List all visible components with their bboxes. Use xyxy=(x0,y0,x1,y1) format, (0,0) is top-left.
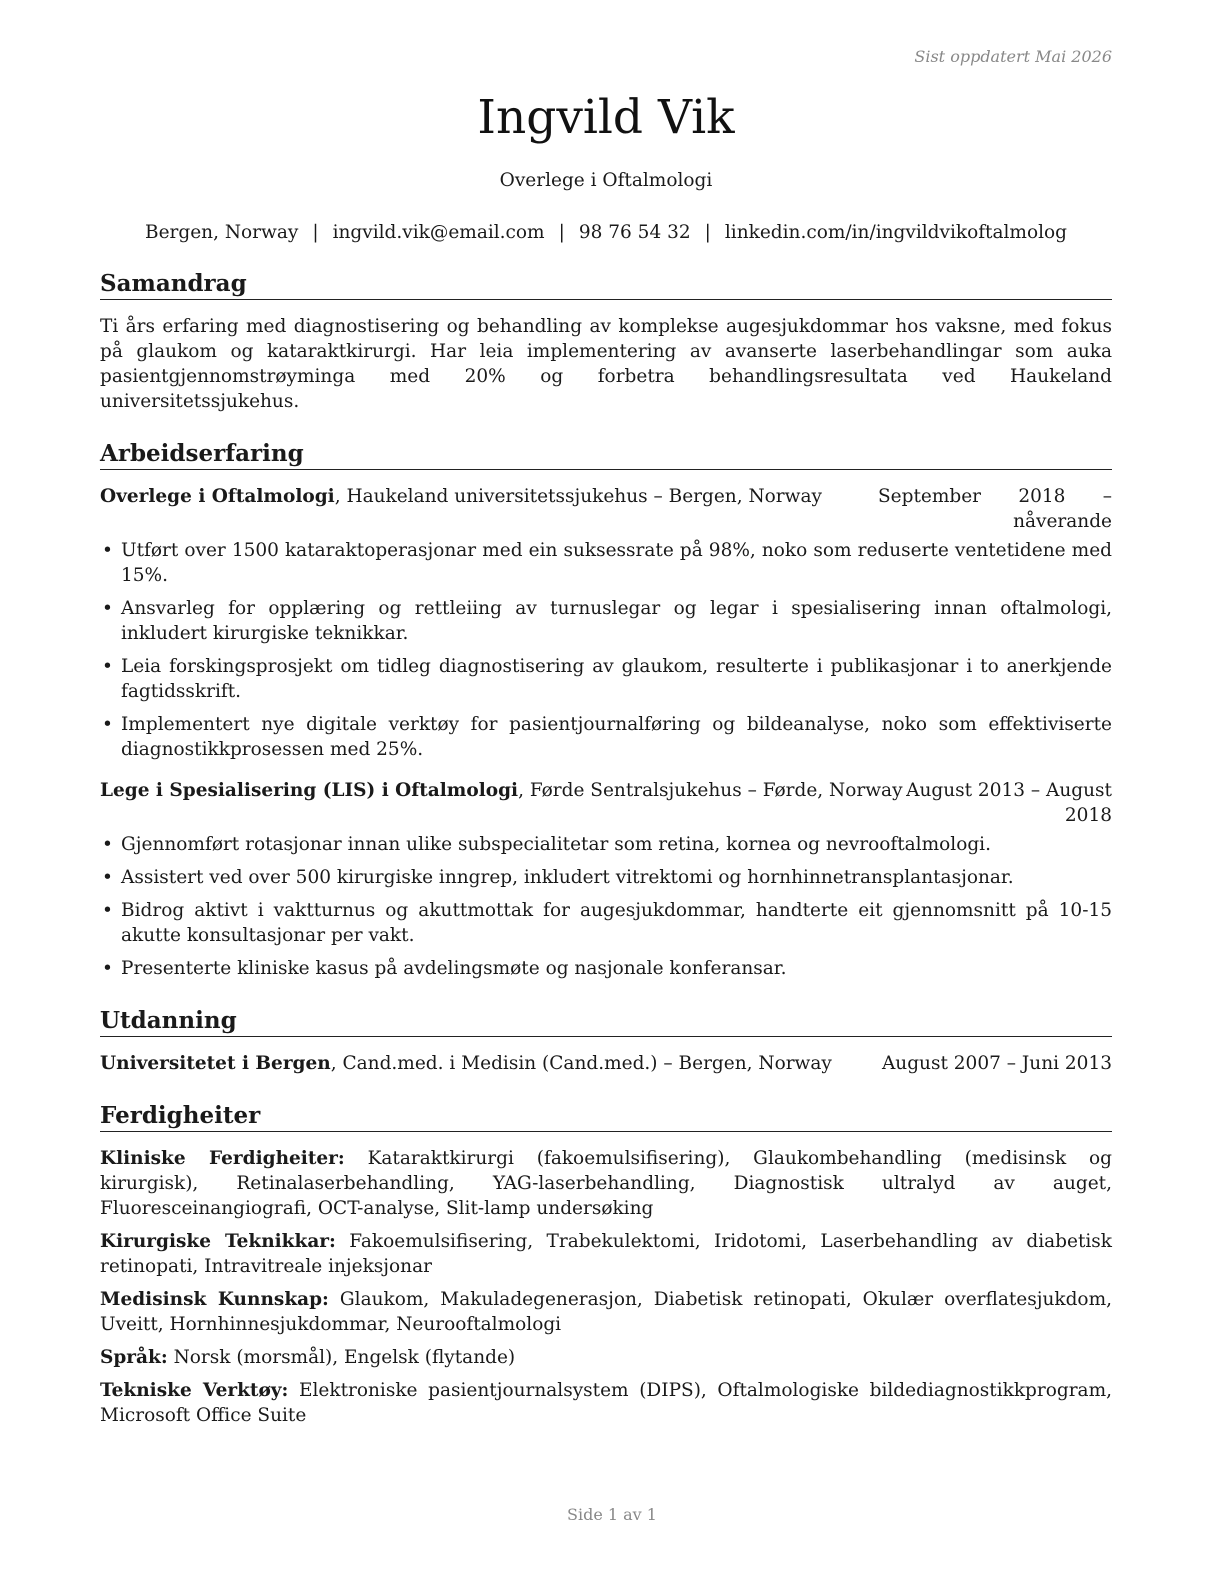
experience-entry-header xyxy=(100,484,1112,534)
skill-text: Kataraktkirurgi (fakoemulsifisering), Glaukombehandling (medisinsk og kirurgisk), Retinalaserbehandling, YAG-laserbehandling, Diagnostisk ultralyd av auget, Fluoresceinangiografi, OCT-analyse, Slit-lamp undersøking xyxy=(100,1148,1112,1219)
contact-linkedin[interactable]: linkedin.com/in/ingvildvikoftalmolog xyxy=(724,222,1068,243)
job-title-line xyxy=(100,778,903,828)
skill-row xyxy=(100,1345,1112,1370)
job-organization: , Haukeland universitetssjukehus – Bergen, Norway xyxy=(334,486,822,507)
experience-entry xyxy=(100,778,1112,981)
skill-row xyxy=(100,1229,1112,1279)
job-role: Lege i Spesialisering (LIS) i Oftalmologi xyxy=(100,780,519,801)
job-bullet: • Bidrog aktivt i vaktturnus og akuttmottak for augesjukdommar, handterte eit gjennomsnitt på 10-15 akutte konsultasjonar per vakt. xyxy=(100,898,1112,948)
job-bullet: • Assistert ved over 500 kirurgiske inngrep, inkludert vitrektomi og hornhinnetransplantasjonar. xyxy=(100,865,1112,890)
skill-text: Fakoemulsifisering, Trabekulektomi, Iridotomi, Laserbehandling av diabetisk retinopati, Intravitreale injeksjonar xyxy=(100,1231,1113,1277)
job-bullet: • Ansvarleg for opplæring og rettleiing av turnuslegar og legar i spesialisering innan oftalmologi, inkludert kirurgiske teknikkar. xyxy=(100,596,1112,646)
education-degree: , Cand.med. i Medisin (Cand.med.) – Bergen, Norway xyxy=(330,1053,832,1074)
job-dates: August 2013 – August 2018 xyxy=(906,780,1112,826)
candidate-name: Ingvild Vik xyxy=(477,90,735,145)
contact-phone: 98 76 54 32 xyxy=(578,222,691,243)
education-dates: August 2007 – Juni 2013 xyxy=(881,1053,1112,1074)
skill-label: Kliniske Ferdigheiter: xyxy=(100,1148,345,1169)
job-bullet: • Presenterte kliniske kasus på avdelingsmøte og nasjonale konferansar. xyxy=(100,956,1112,981)
skill-row xyxy=(100,1287,1112,1337)
contact-line xyxy=(100,220,1112,245)
skill-label: Kirurgiske Teknikkar: xyxy=(100,1231,336,1252)
contact-location: Bergen, Norway xyxy=(144,222,299,243)
last-updated-note: Sist oppdatert Mai 2026 xyxy=(914,47,1112,66)
skill-label: Tekniske Verktøy: xyxy=(100,1380,289,1401)
skill-row xyxy=(100,1378,1112,1428)
section-heading-education: Utdanning xyxy=(100,1007,1112,1037)
job-bullet: • Utført over 1500 kataraktoperasjonar med ein suksessrate på 98%, noko som reduserte ventetidene med 15%. xyxy=(100,538,1112,588)
skill-text: Norsk (morsmål), Engelsk (flytande) xyxy=(167,1347,516,1368)
education-school: Universitetet i Bergen xyxy=(100,1053,331,1074)
job-bullet: • Gjennomført rotasjonar innan ulike subspecialitetar som retina, kornea og nevrooftalmologi. xyxy=(100,832,1112,857)
job-bullet: • Leia forskingsprosjekt om tidleg diagnostisering av glaukom, resulterte i publikasjonar i to anerkjende fagtidsskrift. xyxy=(100,654,1112,704)
contact-separator: | xyxy=(558,222,565,243)
experience-entry xyxy=(100,484,1112,762)
skill-label: Medisinsk Kunnskap: xyxy=(100,1289,329,1310)
section-heading-skills: Ferdigheiter xyxy=(100,1102,1112,1132)
education-line xyxy=(100,1051,832,1076)
candidate-title: Overlege i Oftalmologi xyxy=(499,170,713,191)
experience-entry-header xyxy=(100,778,1112,828)
summary-text: Ti års erfaring med diagnostisering og behandling av komplekse augesjukdommar hos vaksne, med fokus på glaukom og kataraktkirurgi. Har leia implementering av avanserte laserbehandlingar som auka pasientgjennomstrøyminga med 20% og forbetra behandlingsresultata ved Haukeland universitetssjukehus. xyxy=(100,316,1112,412)
education-entry xyxy=(100,1051,1112,1076)
contact-separator: | xyxy=(312,222,319,243)
job-role: Overlege i Oftalmologi xyxy=(100,486,335,507)
contact-separator: | xyxy=(704,222,711,243)
skill-text: Elektroniske pasientjournalsystem (DIPS), Oftalmologiske bildediagnostikkprogram, Microsoft Office Suite xyxy=(100,1380,1112,1426)
section-heading-experience: Arbeidserfaring xyxy=(100,440,1112,470)
page-number-footer: Side 1 av 1 xyxy=(567,1505,657,1524)
skill-text: Glaukom, Makuladegenerasjon, Diabetisk retinopati, Okulær overflatesjukdom, Uveitt, Hornhinnesjukdommar, Neurooftalmologi xyxy=(100,1289,1112,1335)
job-bullet: • Implementert nye digitale verktøy for pasientjournalføring og bildeanalyse, noko som effektiviserte diagnostikkprosessen med 25%. xyxy=(100,712,1112,762)
skill-label: Språk: xyxy=(100,1347,168,1368)
job-bullets xyxy=(100,538,1112,762)
contact-email[interactable]: ingvild.vik@email.com xyxy=(332,222,545,243)
job-title-line xyxy=(100,484,822,534)
skill-row xyxy=(100,1146,1112,1221)
job-bullets xyxy=(100,832,1112,981)
job-dates: September 2018 – nåverande xyxy=(878,486,1112,532)
resume-page xyxy=(100,0,1112,1436)
section-heading-summary: Samandrag xyxy=(100,270,1112,300)
job-organization: , Førde Sentralsjukehus – Førde, Norway xyxy=(518,780,903,801)
